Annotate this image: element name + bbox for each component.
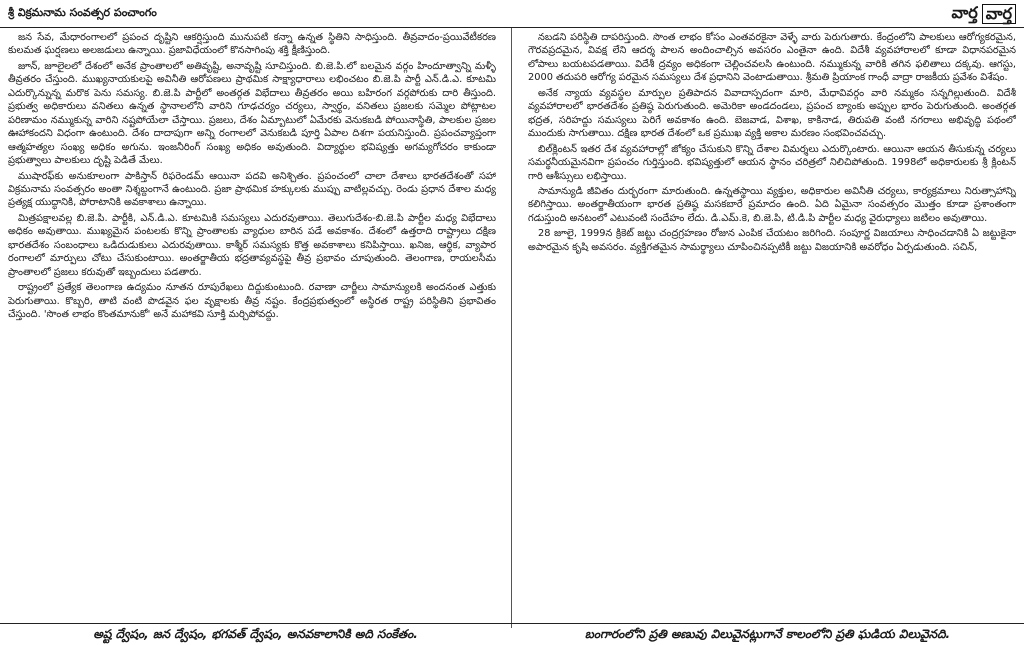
footer-rule xyxy=(0,623,1024,624)
right-paragraph: 28 జూలై, 1999న క్రికెట్ జట్టు చంద్రగ్రహణం రోజున ఎంపిక చేయటం జరిగింది. సంపూర్ణ విజయాలు సాధించడానికి ఏ జట్టుకైనా అపారమైన కృషి అవసరం. వ్యక్తిగతమైన సామర్థ్యాలు చూపించినప్పటికీ జట్టు విజయానికి అవరోధం ఏర్పడుతుంది. సచిన్, xyxy=(528,228,1016,253)
page-header xyxy=(8,2,1016,26)
left-paragraph: జూన్, జూలైలలో దేశంలో అనేక ప్రాంతాలలో అతివృష్టి, అనావృష్టి సూచిస్తుంది. బి.జె.పి.లో బలమైన వర్గం హిందూత్వాన్ని మళ్ళీ తీవ్రతరం చేస్తుంది. ముఖ్యనాయకులపై అవినీతి ఆరోపణలు ప్రాథమిక సాక్ష్యాధారాలు లభించటం బి.జె.పి పార్టీ ఎన్.డి.ఎ. కూటమి ఎదుర్కొన్నున్న మరొక పెను సమస్య. బి.జె.పి పార్టీలో అంతర్గత విభేదాలు తీవ్రతరం అయి బహిరంగ వర్గపోరుకు దారి తీస్తుంది. ప్రభుత్వ అధికారులు వనితలు ఉన్నత స్థానాలలోని వారిని గూఢచర్యం చర్యలు, స్వార్థం, వనితలు ప్రజలకు సమ్మెల పోట్లాటల పరిణామం నమ్ముకున్న వారిని నష్టపోయేలా చేస్తాయి. ప్రజలు, దేశం ఏమ్బాటులో ఏమేరకు వెనుకబడి పోయినాస్థితి, పాలకుల ప్రజల ఊహాకందని విధంగా ఉంటుంది. దేశం దాదాపుగా అన్ని రంగాలలో వెనుకబడి పూర్తి ఏపాల దిశగా పయనిస్తుంది. ప్రపంచవ్యాప్తంగా ఆత్మహత్యల సంఖ్య అధికం అగును. ఇంజనీరింగ్ సంఖ్య అధికం అవుతుంది. విద్యార్థుల భవిష్యత్తు అగమ్యగోచరం కాకుండా ప్రభుత్వాలు పాలకులు దృష్టి పెడితే మేలు. xyxy=(8,60,496,167)
left-paragraph: మిత్రపక్షాలవల్ల బి.జె.పి. పార్టీకి, ఎన్.డి.ఎ. కూటమికి సమస్యలు ఎదురవుతాయి. తెలుగుదేశం-బి.జె.పి పార్టీల మధ్య విభేదాలు అధికం అవుతాయి. ముఖ్యమైన పంటలకు కొన్ని ప్రాంతాలకు వ్యాధుల బారిన పడే అవకాశం. దేశంలో ఉత్తరాది రాష్ట్రాలు దక్షిణ భారతదేశం సంబంధాలు ఒడిదుడుకులు ఎదురవుతాయి. కాశ్మీర్ సమస్యకు కొత్త అవకాశాలు కనిపిస్తాయి. ఖనిజ, ఆర్థిక, వ్యాపార రంగాలలో మార్పులు చోటు చేసుకుంటాయి. అంతర్జాతీయ భద్రతావ్యవస్థపై తీవ్ర ప్రభావం చూపుతుంది. తెలంగాణ, రాయలసీమ ప్రాంతాలలో ప్రజలు కరువుతో ఇబ్బందులు పడతారు. xyxy=(8,212,496,278)
right-paragraph: సామాన్యుడి జీవితం దుర్భరంగా మారుతుంది. ఉన్నతస్థాయి వ్యక్తుల, అధికారుల అవినీతి చర్యలు, కార్యక్రమాలు నిరుత్సాహాన్ని కలిగిస్తాయి. అంతర్జాతీయంగా భారత ప్రతిష్ఠ మసకబారే ప్రమాదం ఉంది. ఏది ఏమైనా సంవత్సరం మొత్తం కూడా ప్రశాంతంగా గడుస్తుంది అనటంలో ఎటువంటి సందేహం లేదు. డి.ఎమ్.కె, బి.జె.పి, టి.డి.పి పార్టీల మధ్య వైరుధ్యాలు జటిలం అవుతాయి. xyxy=(528,185,1016,224)
right-paragraph: అనేక న్యాయ వ్యవస్థల మార్పుల ప్రతిపాదన వివాదాస్పదంగా మారి, మేధావివర్గం వారి నమ్మకం సన్నగిల్లుతుంది. విదేశీ వ్యవహారాలలో భారతదేశం ప్రతిష్ఠ పెరుగుతుంది. అమెరికా అండదండలు, ప్రపంచ బ్యాంకు అప్పుల భారం పెరుగుతుంది. అంతర్గత భద్రత, సరిహద్దు సమస్యలు పెరిగే అవకాశం ఉంది. బెజవాడ, విశాఖ, కాకినాడ, తిరుపతి వంటి నగరాలు అభివృద్ధి పథంలో ముందుకు సాగుతాయి. దక్షిణ భారత దేశంలో ఒక ప్రముఖ వ్యక్తి అకాల మరణం సంభవించవచ్చు. xyxy=(528,87,1016,140)
column-divider xyxy=(511,28,512,628)
page-title: శ్రీ విక్రమనామ సంవత్సర పంచాంగం xyxy=(8,6,157,19)
right-column xyxy=(528,31,1016,597)
right-paragraph: నబడని పరిస్థితి దాపరిస్తుంది. సొంత లాభం కోసం ఎంతవరకైనా వెళ్ళే వారు పెరుగుతారు. కేంద్రంలోని పాలకులు ఆరోగ్యకరమైన, గౌరవప్రదమైన, వివక్ష లేని ఆదర్శ పాలన అందించాల్సిన అవసరం ఎంతైనా ఉంది. విదేశీ వ్యవహారాలలో కూడా విధానపరమైన లోపాలు బయటపడతాయి. విదేశీ ద్రవ్యం అధికంగా చెల్లించవలసి ఉంటుంది. నమ్ముకున్న వారికి తగిన ఫలితాలు దక్కవు. ఆగస్టు, 2000 తదుపరి ఆరోగ్య పరమైన సమస్యలు దేశ ప్రధానిని వెంటాడుతాయి. శ్రీమతి ప్రియాంక గాంధీ వాద్రా రాజకీయ ప్రవేశం విశేషం. xyxy=(528,32,1016,84)
header-rule xyxy=(0,27,1024,28)
left-paragraph: ముషారఫ్‌కు అనుకూలంగా పాకిస్తాన్ రిఫరెండమ్ ఆయినా పదవి అనిశ్చితం. ప్రపంచంలో చాలా దేశాలు భారతదేశంతో సహా విక్రమనామ సంవత్సరం అంతా నిశ్శబ్దంగానే ఉంటుంది. ప్రజా ప్రాథమిక హక్కులకు ముప్పు వాటిల్లవచ్చు. రెండు ప్రధాన దేశాల మధ్య ప్రత్యక్ష యుద్ధానికి, పోరాటానికి అవకాశాలు ఉన్నాయి. xyxy=(8,170,496,209)
newspaper-logo xyxy=(951,3,1016,26)
left-paragraph: జన సేవ, మేధారంగాలలో ప్రపంచ దృష్టిని ఆకర్షిస్తుంది మునుపటి కన్నా ఉన్నత స్థితిని సాధిస్తుంది. తీవ్రవాదం-ప్రయివేటీకరణ కులమత ఘర్షణలు అలజడులు ఉన్నాయి. ప్రజావిధేయంలో కొనసాగింపు శక్తి క్షీణిస్తుంది. xyxy=(8,32,496,57)
left-paragraph: రాష్ట్రంలో ప్రత్యేక తెలంగాణ ఉద్యమం నూతన రూపురేఖలు దిద్దుకుంటుంది. రవాణా చార్జీలు సామాన్యులకి అందనంత ఎత్తుకు పెరుగుతాయి. కొబ్బరి, తాటి వంటి పొడవైన ఫల వృక్షాలకు తీవ్ర నష్టం. కేంద్రప్రభుత్వంలో అస్థిరత రాష్ట్ర పరిస్థితిని ప్రభావితం చేస్తుంది. 'సొంత లాభం కొంతమానుకో' అనే మహాకవి సూక్తి మర్చిపోవద్దు. xyxy=(8,282,496,321)
left-column xyxy=(8,31,496,597)
footer-quote-left: అష్ట ద్వేషం, జన ద్వేషం, భగవత్ ద్వేషం, అనవకాలానికి అది సంకేతం. xyxy=(93,627,418,641)
right-paragraph: బిల్‌క్లింటన్ ఇతర దేశ వ్యవహారాల్లో జోక్యం చేసుకుని కొన్ని దేశాల విమర్శలు ఎదుర్కొంటారు. ఆయినా ఆయన తీసుకున్న చర్యలు సమర్థనీయమైనవిగా ప్రపంచం గుర్తిస్తుంది. భవిష్యత్తులో ఆయన స్థానం చరిత్రలో నిలిచిపోతుంది. 1998లో అధికారులకు శ్రీ క్లింటన్ గారి ఆశీస్సులు లభిస్తాయి. xyxy=(528,143,1016,182)
footer-quote-right: బంగారంలోని ప్రతి అణువు విలువైనట్లుగానే కాలంలోని ప్రతి ఘడియ విలువైనది. xyxy=(584,627,951,641)
logo-script-text: వార్త xyxy=(951,2,978,22)
logo-boxed-text: వార్త xyxy=(982,4,1016,24)
